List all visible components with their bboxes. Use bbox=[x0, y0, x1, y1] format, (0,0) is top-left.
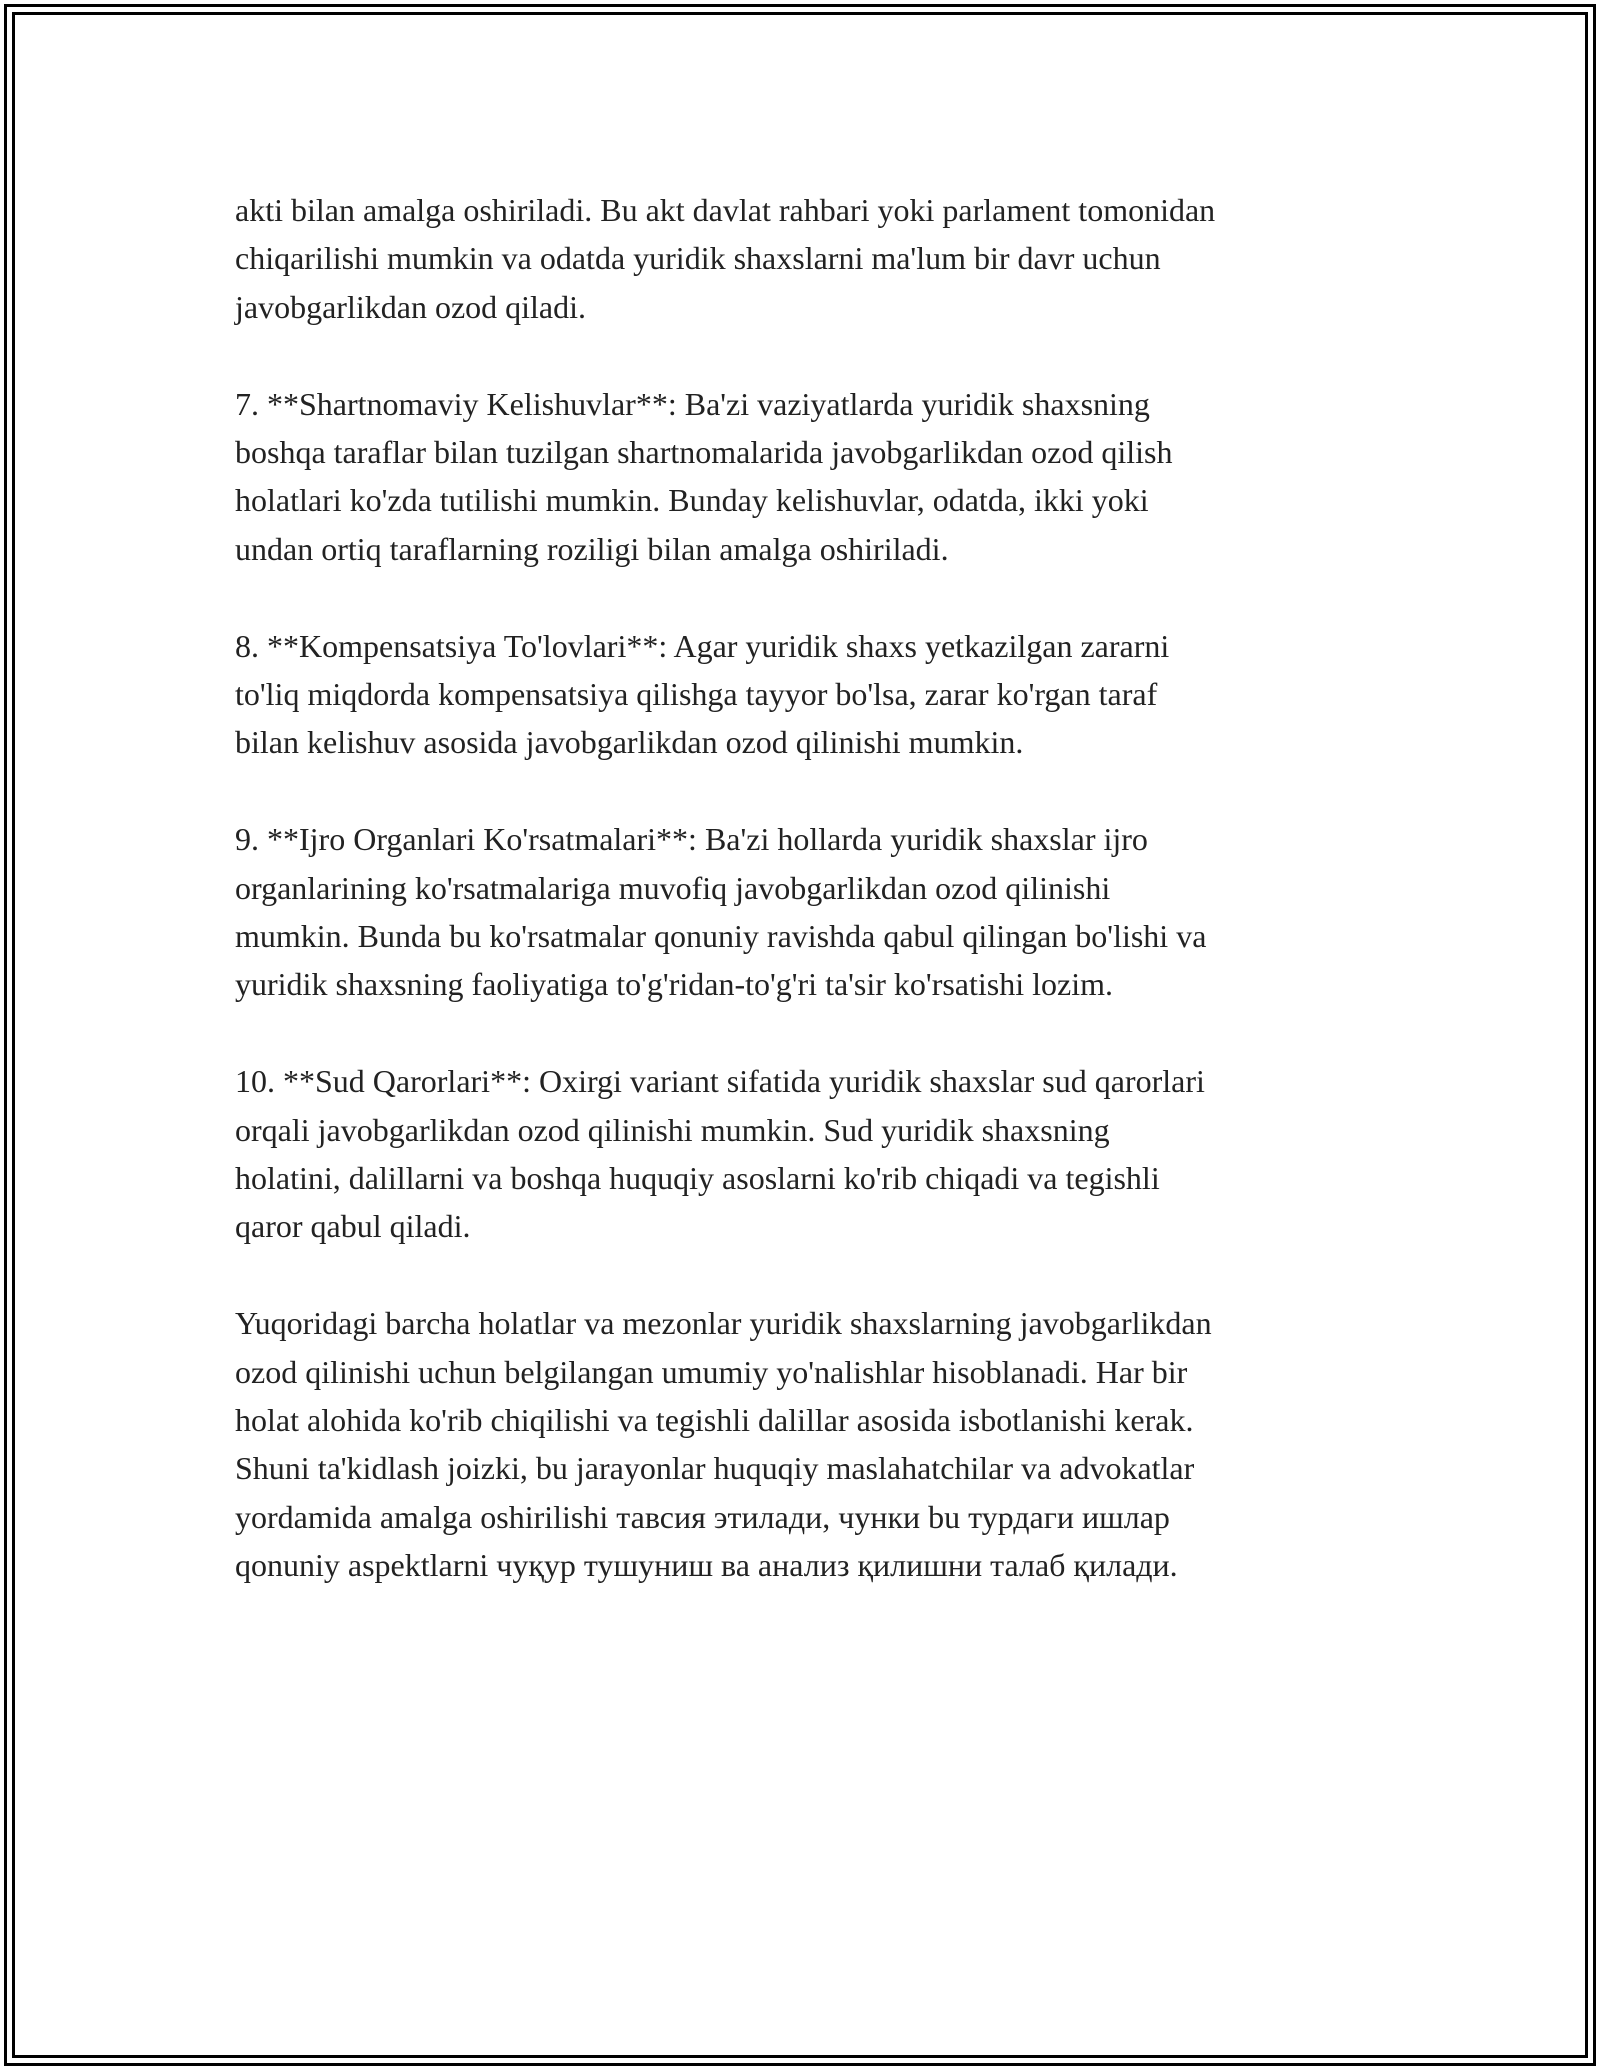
paragraph-item-8 bbox=[235, 622, 1385, 767]
text-line: 9. **Ijro Organlari Ko'rsatmalari**: Ba'zi hollarda yuridik shaxslar ijro bbox=[235, 821, 1148, 858]
text-line: 7. **Shartnomaviy Kelishuvlar**: Ba'zi vaziyatlarda yuridik shaxsning bbox=[235, 385, 1150, 422]
text-line: orqali javobgarlikdan ozod qilinishi mumkin. Sud yuridik shaxsning bbox=[235, 1111, 1110, 1148]
text-line: ozod qilinishi uchun belgilangan umumiy yo'nalishlar hisoblanadi. Har bir bbox=[235, 1353, 1188, 1390]
text-line: javobgarlikdan ozod qiladi. bbox=[235, 288, 587, 325]
text-line: boshqa taraflar bilan tuzilgan shartnomalarida javobgarlikdan ozod qilish bbox=[235, 434, 1173, 471]
paragraph-item-10 bbox=[235, 1057, 1385, 1251]
paragraph-conclusion bbox=[235, 1299, 1385, 1589]
text-line: qaror qabul qiladi. bbox=[235, 1208, 471, 1245]
text-line: yuridik shaxsning faoliyatiga to'g'ridan-to'g'ri ta'sir ko'rsatishi lozim. bbox=[235, 966, 1113, 1003]
paragraph-item-7 bbox=[235, 380, 1385, 574]
text-line: qonuniy aspektlarni чуқур тушуниш ва анализ қилишни талаб қилади. bbox=[235, 1547, 1178, 1584]
paragraph-intro-continuation bbox=[235, 186, 1385, 331]
text-line: holatini, dalillarni va boshqa huquqiy asoslarni ko'rib chiqadi va tegishli bbox=[235, 1160, 1160, 1197]
text-line: mumkin. Bunda bu ko'rsatmalar qonuniy ravishda qabul qilingan bo'lishi va bbox=[235, 918, 1207, 955]
text-line: akti bilan amalga oshiriladi. Bu akt davlat rahbari yoki parlament tomonidan bbox=[235, 192, 1216, 228]
paragraph-item-9 bbox=[235, 815, 1385, 1009]
document-body bbox=[235, 186, 1385, 1638]
text-line: chiqarilishi mumkin va odatda yuridik shaxslarni ma'lum bir davr uchun bbox=[235, 240, 1161, 277]
text-line: Yuqoridagi barcha holatlar va mezonlar yuridik shaxslarning javobgarlikdan bbox=[235, 1305, 1212, 1342]
text-line: holatlari ko'zda tutilishi mumkin. Bunday kelishuvlar, odatda, ikki yoki bbox=[235, 482, 1149, 519]
text-line: organlarining ko'rsatmalariga muvofiq javobgarlikdan ozod qilinishi bbox=[235, 869, 1111, 906]
text-line: bilan kelishuv asosida javobgarlikdan ozod qilinishi mumkin. bbox=[235, 724, 1024, 761]
text-line: Shuni ta'kidlash joizki, bu jarayonlar huquqiy maslahatchilar va advokatlar bbox=[235, 1450, 1195, 1487]
text-line: 10. **Sud Qarorlari**: Oxirgi variant sifatida yuridik shaxslar sud qarorlari bbox=[235, 1063, 1205, 1100]
text-line: holat alohida ko'rib chiqilishi va tegishli dalillar asosida isbotlanishi kerak. bbox=[235, 1402, 1194, 1439]
text-line: yordamida amalga oshirilishi тавсия этилади, чунки bu турдаги ишлар bbox=[235, 1498, 1170, 1535]
text-line: 8. **Kompensatsiya To'lovlari**: Agar yuridik shaxs yetkazilgan zararni bbox=[235, 627, 1170, 664]
text-line: to'liq miqdorda kompensatsiya qilishga tayyor bo'lsa, zarar ko'rgan taraf bbox=[235, 676, 1158, 713]
text-line: undan ortiq taraflarning roziligi bilan amalga oshiriladi. bbox=[235, 530, 949, 567]
